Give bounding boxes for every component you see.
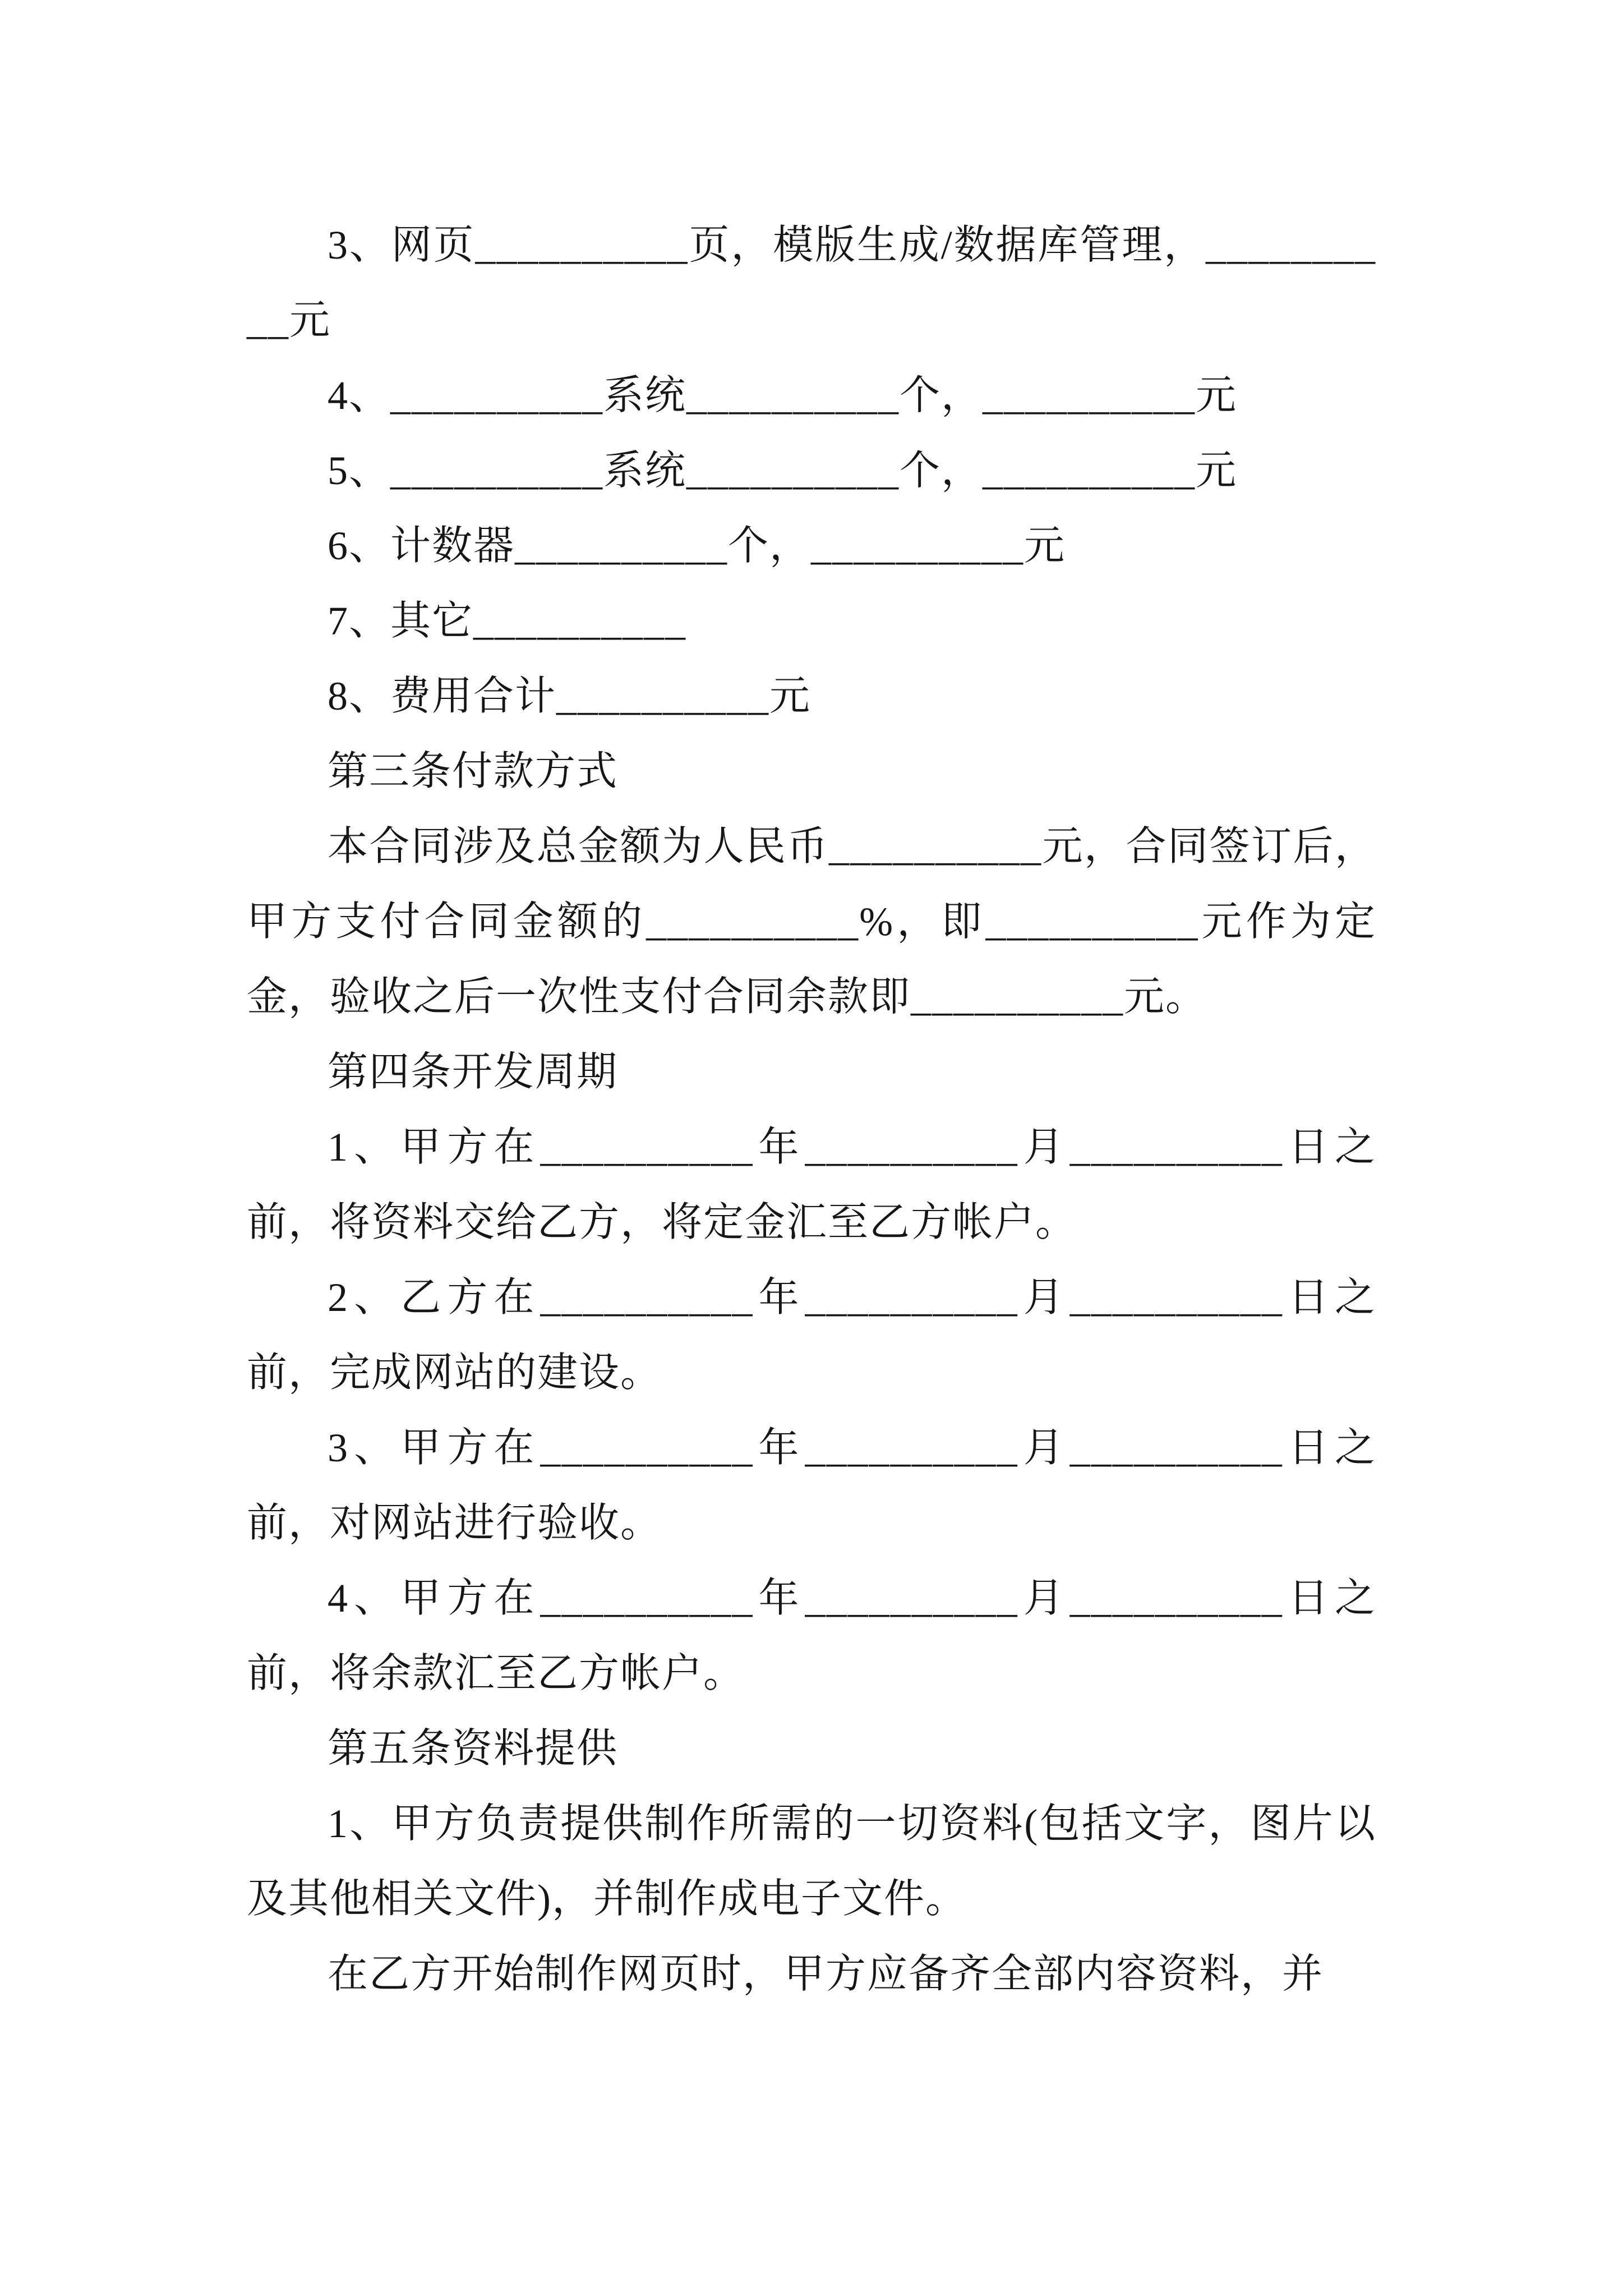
contract-line-item-5-system: 5、__________系统__________个，__________元 xyxy=(328,448,1238,493)
document-content xyxy=(247,208,1376,2012)
contract-line-item-3-webpages: 3、网页__________页，模版生成/数据库管理，__________元 xyxy=(247,223,1376,343)
contract-line-item-4-system: 4、__________系统__________个，__________元 xyxy=(328,373,1238,418)
contract-heading-article-3: 第三条付款方式 xyxy=(328,749,619,794)
contract-line-item-8-total-fee: 8、费用合计__________元 xyxy=(328,674,811,719)
contract-paragraph-schedule-4: 4、甲方在__________年__________月__________日之前，将余款汇至乙方帐户。 xyxy=(247,1576,1376,1696)
contract-paragraph-schedule-2: 2、乙方在__________年__________月__________日之前，完成网站的建设。 xyxy=(247,1275,1376,1395)
contract-paragraph-schedule-1: 1、甲方在__________年__________月__________日之前，将资料交给乙方，将定金汇至乙方帐户。 xyxy=(247,1125,1376,1245)
contract-heading-article-4: 第四条开发周期 xyxy=(328,1050,619,1094)
contract-line-item-6-counter: 6、计数器__________个，__________元 xyxy=(328,523,1066,568)
contract-paragraph-payment-terms: 本合同涉及总金额为人民币__________元，合同签订后，甲方支付合同金额的__________%，即__________元作为定金，验收之后一次性支付合同余款即__________元。 xyxy=(247,824,1376,1019)
contract-paragraph-schedule-3: 3、甲方在__________年__________月__________日之前，对网站进行验收。 xyxy=(247,1425,1376,1545)
contract-paragraph-materials-2: 在乙方开始制作网页时，甲方应备齐全部内容资料，并 xyxy=(328,1952,1324,1996)
contract-line-item-7-other: 7、其它__________ xyxy=(328,599,687,643)
contract-paragraph-materials-1: 1、甲方负责提供制作所需的一切资料(包括文字，图片以及其他相关文件)，并制作成电子文件。 xyxy=(247,1801,1376,1921)
contract-heading-article-5: 第五条资料提供 xyxy=(328,1726,619,1771)
